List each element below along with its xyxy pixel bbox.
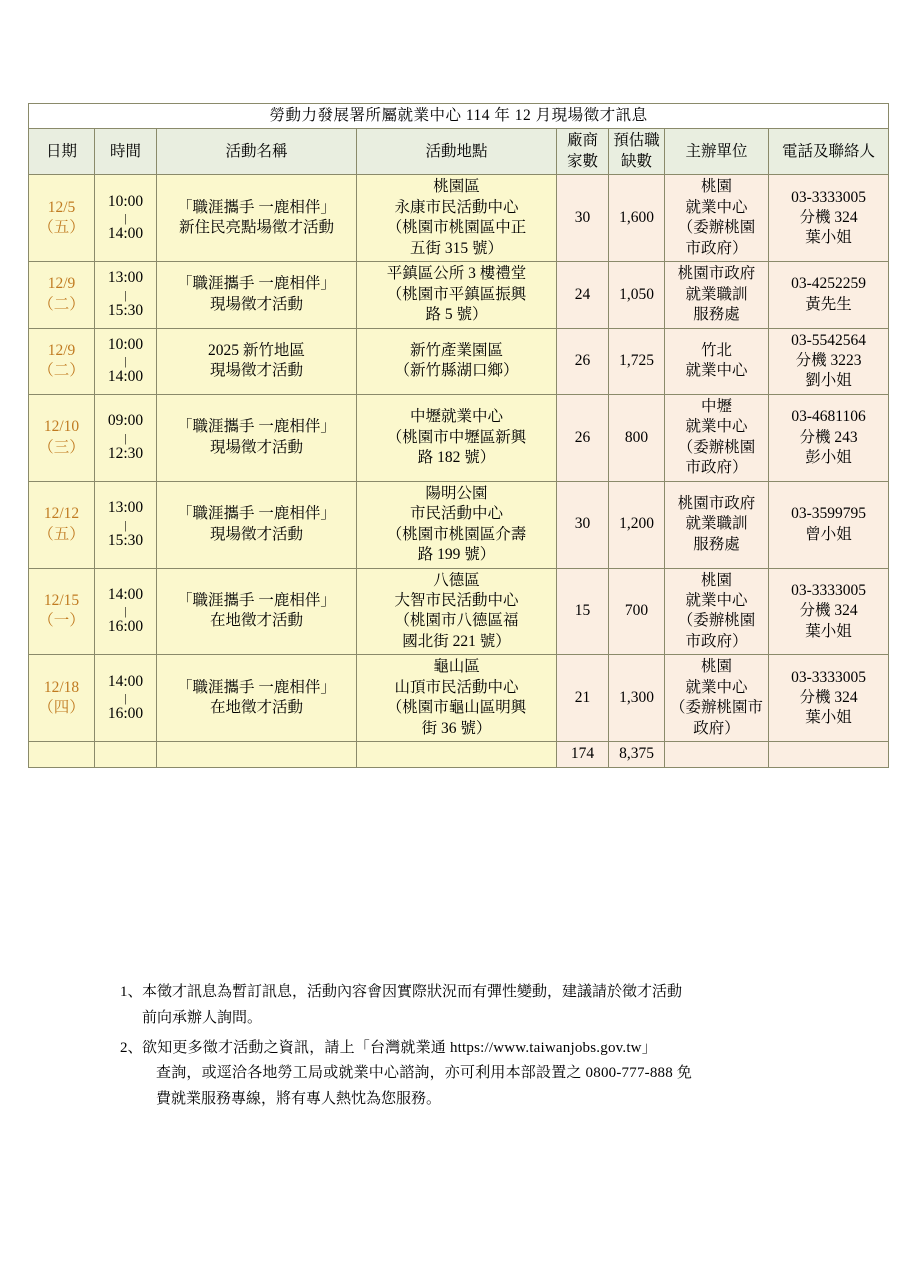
cell-activity-name [157, 328, 357, 394]
place-line-1: 桃園區 [433, 178, 480, 196]
cell-activity-place [357, 262, 557, 328]
activity-name-line-1: 「職涯攜手 一鹿相伴」 [177, 418, 336, 436]
cell-contact [769, 568, 889, 655]
date-line-1: 12/15 [43, 591, 80, 609]
place-line-2: （桃園市平鎮區振興 [386, 285, 527, 303]
cell-time [95, 262, 157, 328]
footnote-1 [120, 980, 840, 1032]
place-line-1: 陽明公園 [425, 484, 488, 502]
place-line-2: 市民活動中心 [409, 505, 503, 523]
cell-time [95, 328, 157, 394]
time-end: 16:00 [107, 618, 144, 636]
cell-organizer [665, 328, 769, 394]
activity-name-line-2: 現場徵才活動 [209, 362, 303, 380]
footnote-2 [120, 1036, 840, 1113]
time-start: 14:00 [107, 672, 144, 690]
date-line-1: 12/10 [43, 418, 80, 436]
organizer-line-3: （委辦桃園 [677, 438, 756, 456]
activity-name-line-2: 在地徵才活動 [209, 699, 303, 717]
total-label-blank-place [357, 742, 557, 767]
time-separator: | [124, 691, 127, 706]
table-header-row [29, 129, 889, 175]
cell-date [29, 262, 95, 328]
contact-line-3: 葉小姐 [805, 622, 852, 640]
column-header-firms [557, 129, 609, 175]
date-line-2: （二） [38, 295, 85, 313]
contact-line-2: 分機 324 [799, 209, 858, 227]
organizer-line-3: （委辦桃園 [677, 612, 756, 630]
contact-line-3: 彭小姐 [805, 449, 852, 467]
cell-organizer [665, 262, 769, 328]
time-end: 15:30 [107, 531, 144, 549]
contact-line-3: 葉小姐 [805, 709, 852, 727]
time-separator: | [124, 354, 127, 369]
time-start: 13:00 [107, 499, 144, 517]
column-header-firms-line1: 廠商家數 [566, 132, 598, 170]
date-line-2: （二） [38, 362, 85, 380]
time-end: 12:30 [107, 444, 144, 462]
cell-activity-place [357, 655, 557, 742]
contact-line-2: 曾小姐 [805, 525, 852, 543]
footnotes [120, 980, 840, 1117]
place-line-1: 龜山區 [433, 658, 480, 676]
column-header-activity-place: 活動地點 [357, 129, 557, 175]
cell-organizer [665, 394, 769, 481]
column-header-contact: 電話及聯絡人 [769, 129, 889, 175]
cell-time [95, 175, 157, 262]
time-separator: | [124, 430, 127, 445]
activity-name-line-1: 「職涯攜手 一鹿相伴」 [177, 275, 336, 293]
date-line-1: 12/12 [43, 505, 80, 523]
contact-line-2: 分機 324 [799, 602, 858, 620]
footnote-2-line-3: 費就業服務專線，將有專人熱忱為您服務。 [156, 1091, 442, 1108]
place-line-3: （桃園市桃園區中正 [386, 219, 527, 237]
cell-time [95, 655, 157, 742]
cell-organizer [665, 175, 769, 262]
footnote-1-line-1: 本徵才訊息為暫訂訊息，活動內容會因實際狀況而有彈性變動，建議請於徵才活動 [142, 984, 683, 1000]
activity-name-line-1: 「職涯攜手 一鹿相伴」 [177, 591, 336, 609]
place-line-4: 路 199 號） [417, 546, 496, 564]
time-end: 14:00 [107, 368, 144, 386]
activity-name-line-2: 新住民亮點場徵才活動 [178, 219, 334, 237]
place-line-3: （桃園市八德區福 [394, 612, 519, 630]
column-header-vacancies-line1: 預估職缺數 [613, 132, 660, 170]
place-line-3: （桃園市龜山區明興 [386, 699, 527, 717]
place-line-3: （桃園市桃園區介壽 [386, 525, 527, 543]
total-firms: 174 [557, 742, 609, 767]
time-start: 14:00 [107, 585, 144, 603]
place-line-2: （桃園市中壢區新興 [386, 428, 527, 446]
organizer-line-4: 市政府） [685, 459, 748, 477]
cell-contact [769, 328, 889, 394]
place-line-1: 平鎮區公所 3 樓禮堂 [386, 265, 527, 283]
organizer-line-1: 桃園市政府 [677, 494, 756, 512]
cell-activity-name [157, 481, 357, 568]
time-end: 16:00 [107, 705, 144, 723]
cell-firms: 24 [557, 262, 609, 328]
time-end: 15:30 [107, 301, 144, 319]
place-line-4: 五街 315 號） [409, 239, 503, 257]
cell-vacancies: 1,050 [609, 262, 665, 328]
contact-line-1: 03-4252259 [791, 275, 866, 293]
place-line-3: 路 5 號） [425, 306, 488, 324]
time-start: 13:00 [107, 269, 144, 287]
place-line-2: 永康市民活動中心 [394, 198, 519, 216]
column-header-organizer: 主辦單位 [665, 129, 769, 175]
cell-vacancies: 800 [609, 394, 665, 481]
cell-contact [769, 175, 889, 262]
table-title-row [29, 104, 889, 129]
place-line-2: 大智市民活動中心 [394, 591, 519, 609]
footnote-1-marker: 1、 [120, 984, 143, 1000]
cell-organizer [665, 481, 769, 568]
cell-vacancies: 1,600 [609, 175, 665, 262]
table-row [29, 262, 889, 328]
contact-line-2: 分機 3223 [795, 351, 862, 369]
organizer-line-1: 桃園 [700, 178, 732, 196]
organizer-line-2: 就業中心 [685, 678, 748, 696]
cell-vacancies: 700 [609, 568, 665, 655]
contact-line-2: 分機 243 [799, 428, 858, 446]
cell-organizer [665, 568, 769, 655]
cell-activity-name [157, 175, 357, 262]
cell-date [29, 394, 95, 481]
date-line-2: （五） [38, 219, 85, 237]
organizer-line-3: 服務處 [693, 535, 740, 553]
table-row [29, 175, 889, 262]
contact-line-1: 03-4681106 [791, 408, 866, 426]
time-start: 10:00 [107, 192, 144, 210]
cell-date [29, 328, 95, 394]
total-blank-contact [769, 742, 889, 767]
contact-line-2: 黃先生 [805, 295, 852, 313]
place-line-4: 國北街 221 號） [402, 632, 511, 650]
organizer-line-4: 政府） [693, 719, 740, 737]
contact-line-1: 03-3333005 [791, 581, 866, 599]
organizer-line-1: 桃園 [700, 571, 732, 589]
place-line-1: 中壢就業中心 [409, 408, 503, 426]
column-header-vacancies [609, 129, 665, 175]
total-label-blank-name [157, 742, 357, 767]
organizer-line-2: 就業中心 [685, 362, 748, 380]
activity-name-line-2: 現場徵才活動 [209, 438, 303, 456]
organizer-line-1: 桃園 [700, 658, 732, 676]
place-line-1: 新竹產業園區 [409, 341, 503, 359]
activity-name-line-2: 現場徵才活動 [209, 295, 303, 313]
place-line-2: （新竹縣湖口鄉） [394, 362, 519, 380]
activity-name-line-1: 「職涯攜手 一鹿相伴」 [177, 678, 336, 696]
cell-date [29, 175, 95, 262]
recruitment-table-wrapper [28, 103, 880, 768]
cell-date [29, 655, 95, 742]
cell-activity-name [157, 394, 357, 481]
column-header-activity-name: 活動名稱 [157, 129, 357, 175]
activity-name-line-2: 在地徵才活動 [209, 612, 303, 630]
cell-activity-name [157, 262, 357, 328]
total-blank-organizer [665, 742, 769, 767]
organizer-line-2: 就業職訓 [685, 285, 748, 303]
cell-time [95, 481, 157, 568]
date-line-2: （四） [38, 699, 85, 717]
date-line-1: 12/9 [47, 275, 76, 293]
cell-firms: 26 [557, 328, 609, 394]
time-separator: | [124, 517, 127, 532]
table-row [29, 568, 889, 655]
activity-name-line-1: 2025 新竹地區 [208, 341, 305, 359]
cell-contact [769, 481, 889, 568]
place-line-4: 街 36 號） [421, 719, 492, 737]
organizer-line-3: 服務處 [693, 306, 740, 324]
total-vacancies: 8,375 [609, 742, 665, 767]
organizer-line-4: 市政府） [685, 632, 748, 650]
time-start: 10:00 [107, 335, 144, 353]
contact-line-1: 03-3599795 [791, 505, 866, 523]
column-header-time: 時間 [95, 129, 157, 175]
cell-contact [769, 394, 889, 481]
column-header-date: 日期 [29, 129, 95, 175]
cell-firms: 21 [557, 655, 609, 742]
cell-date [29, 568, 95, 655]
cell-date [29, 481, 95, 568]
time-separator: | [124, 211, 127, 226]
contact-line-1: 03-3333005 [791, 188, 866, 206]
cell-time [95, 568, 157, 655]
table-total-row [29, 742, 889, 767]
organizer-line-3: （委辦桃園 [677, 219, 756, 237]
date-line-2: （五） [38, 525, 85, 543]
organizer-line-1: 中壢 [700, 397, 732, 415]
cell-activity-place [357, 568, 557, 655]
time-separator: | [124, 604, 127, 619]
date-line-1: 12/9 [47, 341, 76, 359]
cell-time [95, 394, 157, 481]
cell-firms: 30 [557, 481, 609, 568]
cell-vacancies: 1,200 [609, 481, 665, 568]
footnote-2-line-1: 欲知更多徵才活動之資訊，請上「台灣就業通 https://www.taiwanjobs.gov.tw」 [142, 1039, 657, 1056]
footnote-2-marker: 2、 [120, 1039, 143, 1056]
contact-line-3: 劉小姐 [805, 372, 852, 390]
cell-firms: 26 [557, 394, 609, 481]
cell-activity-name [157, 568, 357, 655]
table-row [29, 481, 889, 568]
cell-contact [769, 262, 889, 328]
cell-organizer [665, 655, 769, 742]
contact-line-2: 分機 324 [799, 689, 858, 706]
table-row [29, 328, 889, 394]
cell-vacancies: 1,725 [609, 328, 665, 394]
activity-name-line-2: 現場徵才活動 [209, 525, 303, 543]
cell-activity-place [357, 481, 557, 568]
document-title: 勞動力發展署所屬就業中心 114 年 12 月現場徵才訊息 [29, 104, 889, 129]
organizer-line-2: 就業中心 [685, 418, 748, 436]
place-line-1: 八德區 [433, 571, 480, 589]
total-label-blank-time [95, 742, 157, 767]
place-line-3: 路 182 號） [417, 449, 496, 467]
cell-activity-place [357, 328, 557, 394]
footnote-1-line-2: 前向承辦人詢問。 [142, 1009, 263, 1026]
contact-line-1: 03-5542564 [791, 331, 866, 349]
cell-firms: 15 [557, 568, 609, 655]
cell-vacancies: 1,300 [609, 655, 665, 742]
organizer-line-2: 就業職訓 [685, 515, 748, 533]
activity-name-line-1: 「職涯攜手 一鹿相伴」 [177, 505, 336, 523]
organizer-line-1: 桃園市政府 [677, 265, 756, 283]
total-label-blank-date [29, 742, 95, 767]
cell-activity-place [357, 175, 557, 262]
cell-activity-place [357, 394, 557, 481]
recruitment-table [28, 103, 889, 768]
organizer-line-2: 就業中心 [685, 198, 748, 216]
cell-contact [769, 655, 889, 742]
organizer-line-2: 就業中心 [685, 591, 748, 609]
date-line-1: 12/5 [47, 198, 76, 216]
time-start: 09:00 [107, 412, 144, 430]
contact-line-3: 葉小姐 [805, 229, 852, 247]
time-separator: | [124, 287, 127, 302]
organizer-line-4: 市政府） [685, 239, 748, 257]
cell-activity-name [157, 655, 357, 742]
cell-firms: 30 [557, 175, 609, 262]
time-end: 14:00 [107, 225, 144, 243]
table-row [29, 394, 889, 481]
organizer-line-3: （委辦桃園市 [669, 699, 763, 717]
contact-line-1: 03-3333005 [791, 668, 866, 686]
activity-name-line-1: 「職涯攜手 一鹿相伴」 [177, 198, 336, 216]
date-line-1: 12/18 [43, 678, 80, 696]
footnote-2-line-2: 查詢，或逕洽各地勞工局或就業中心諮詢，亦可利用本部設置之 0800-777-888 免 [156, 1065, 693, 1082]
organizer-line-1: 竹北 [700, 341, 732, 359]
date-line-2: （一） [38, 612, 85, 630]
table-row [29, 655, 889, 742]
date-line-2: （三） [38, 438, 85, 456]
place-line-2: 山頂市民活動中心 [394, 678, 519, 696]
